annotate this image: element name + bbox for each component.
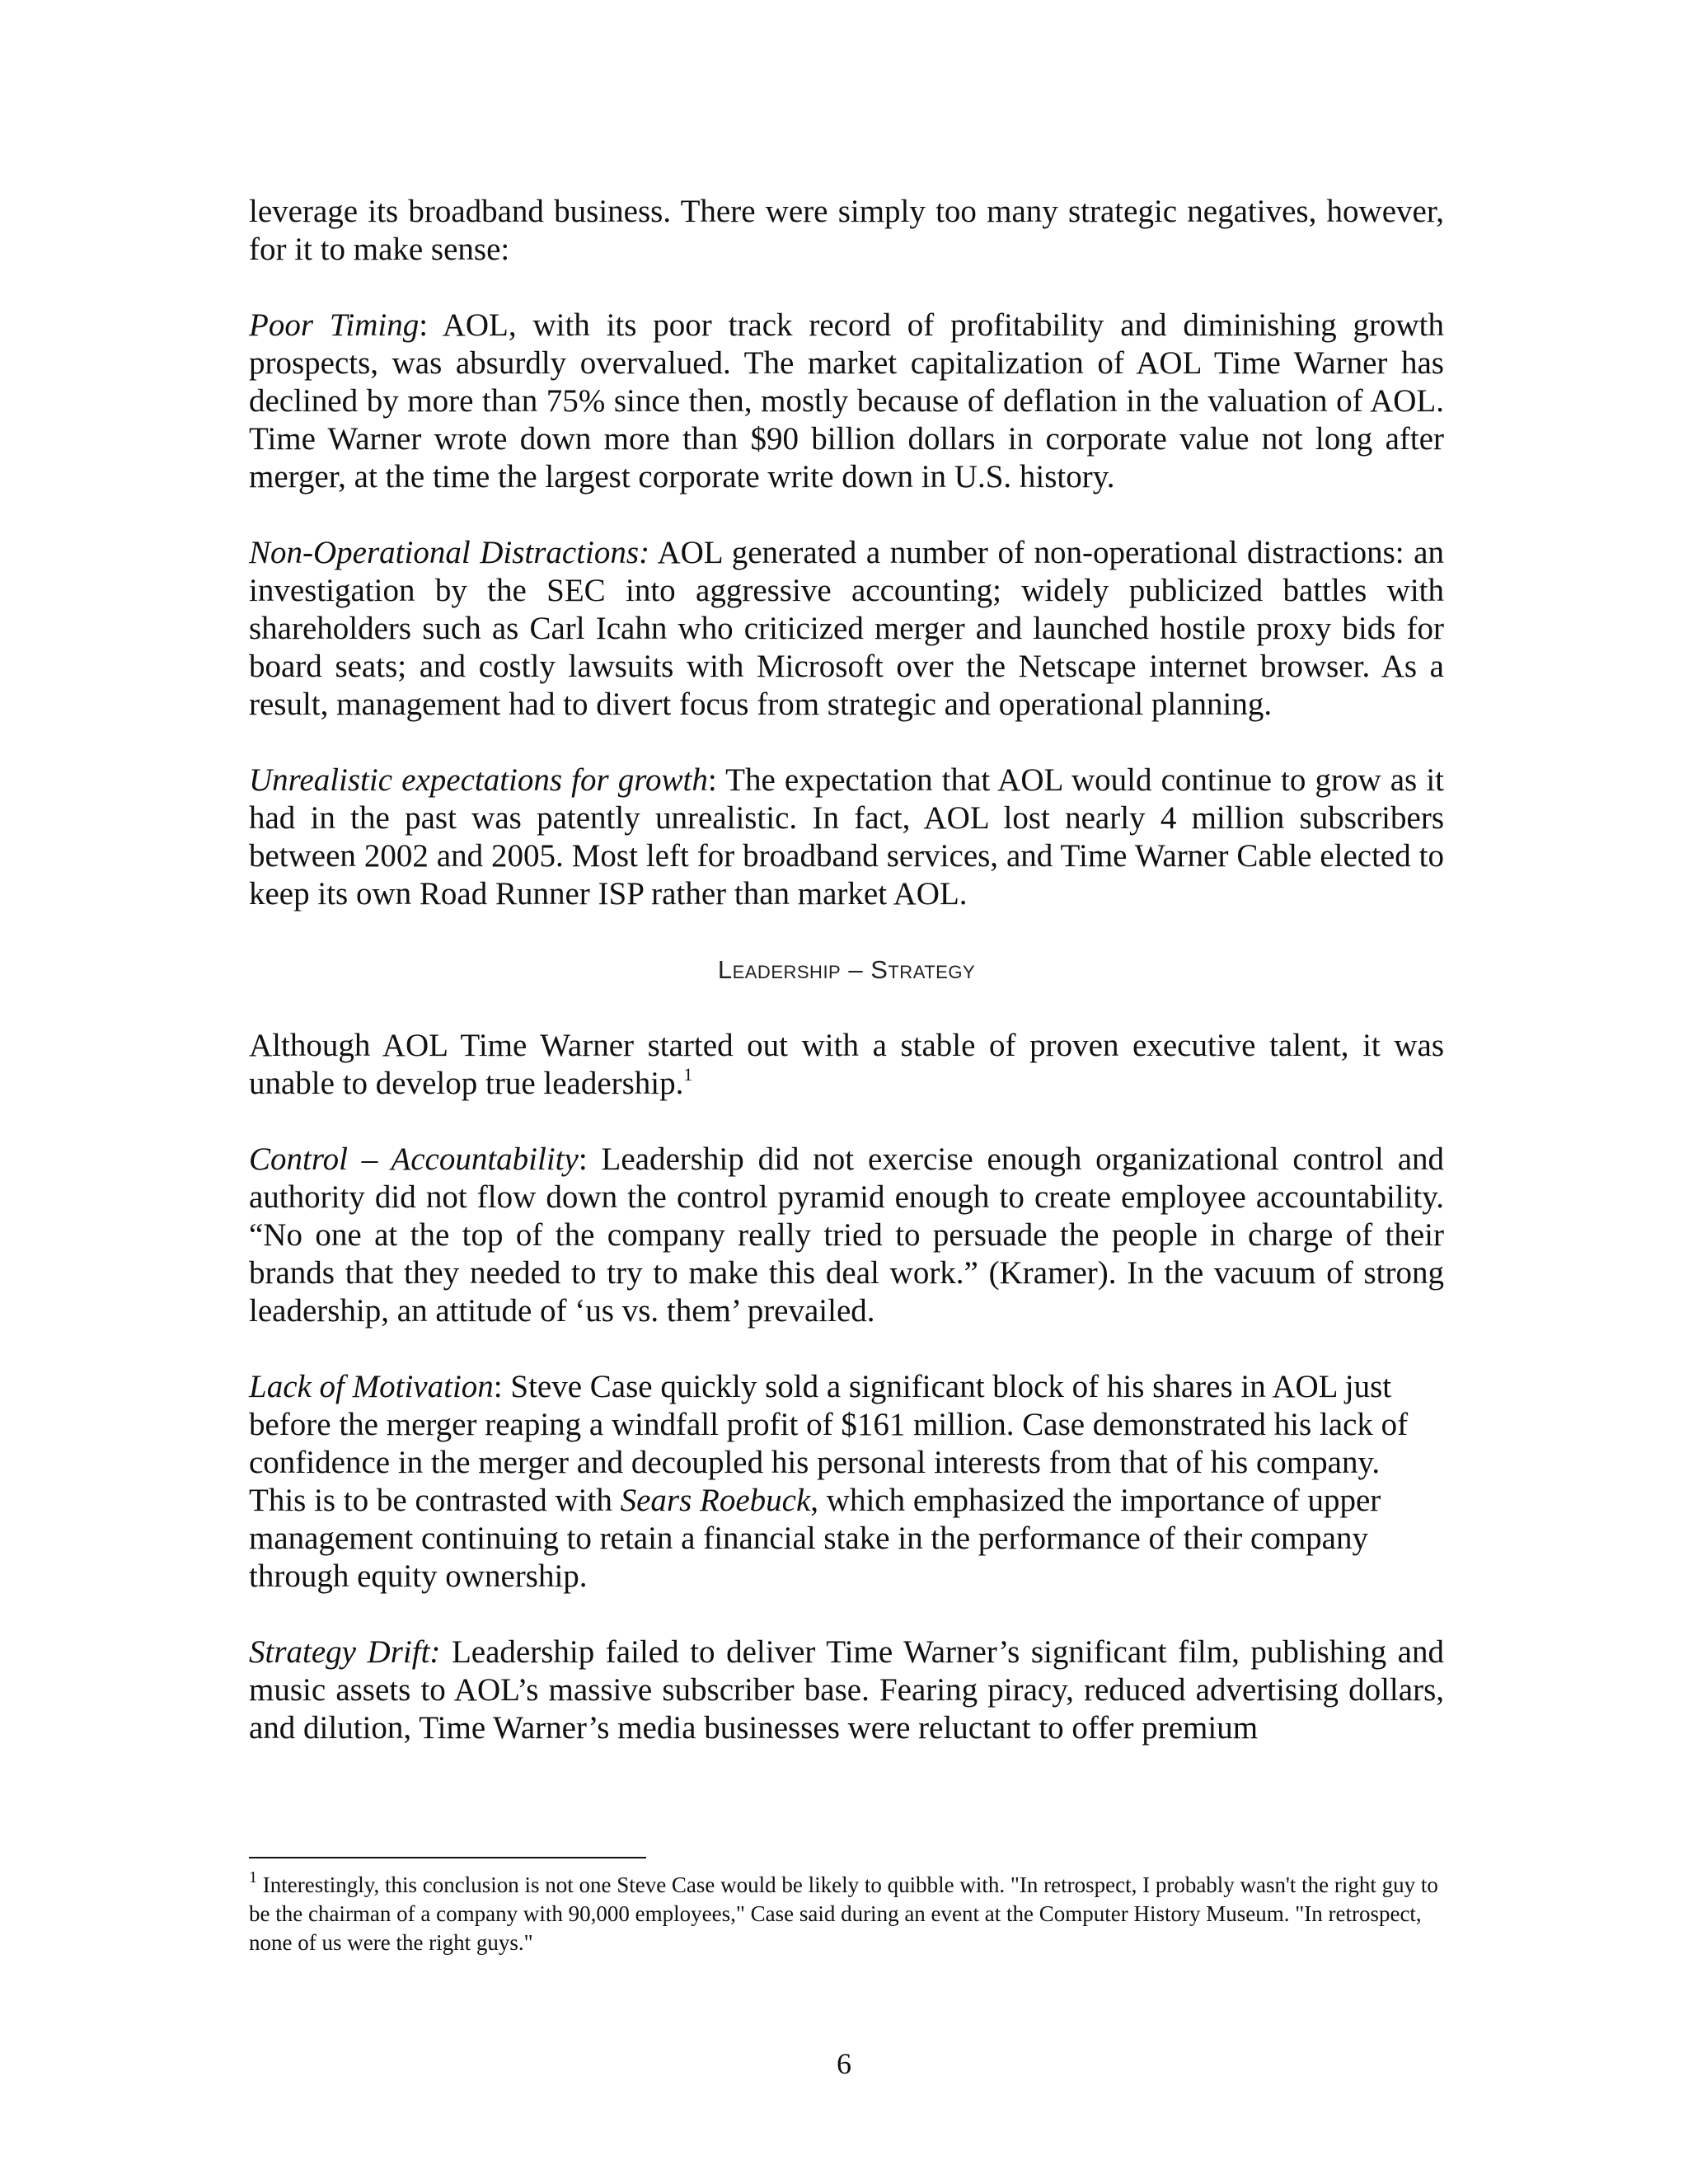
poor-timing-paragraph: Poor Timing: AOL, with its poor track record of profitability and diminishing growth prospects, was absurdly overvalued. The market capitalization of AOL Time Warner has declined by more than 75% since then, mostly because of deflation in the valuation of AOL. Time Warner wrote down more than $90 billion dollars in corporate value not long after merger, at the time the largest corporate write down in U.S. history.: [249, 307, 1444, 494]
drift-paragraph: Strategy Drift: Leadership failed to deliver Time Warner’s significant film, publishing and music assets to AOL’s massive subscriber base. Fearing piracy, reduced advertising dollars, and dilution, Time Warner’s media businesses were reluctant to offer premium: [249, 1634, 1444, 1746]
section-heading: Leadership – Strategy: [717, 955, 976, 984]
control-paragraph: Control – Accountability: Leadership did not exercise enough organizational control and authority did not flow down the control pyramid enough to create employee accountability. “No one at the top of the company really tried to persuade the people in charge of their brands that they needed to try to make this deal work.” (Kramer). In the vacuum of strong leadership, an attitude of ‘us vs. them’ prevailed.: [249, 1141, 1445, 1329]
motivation-paragraph: Lack of Motivation: Steve Case quickly sold a significant block of his shares in AOL just before the merger reaping a windfall profit of $161 million. Case demonstrated his lack of confidence in the merger and decoupled his personal interests from that of his company. This is to be contrasted with Sears Roebuck, which emphasized the importance of upper management continuing to retain a financial stake in the performance of their company through equity ownership.: [249, 1369, 1409, 1594]
distractions-paragraph: Non-Operational Distractions: AOL generated a number of non-operational distractions: an investigation by the SEC into aggressive accounting; widely publicized battles with shareholders such as Carl Icahn who criticized merger and launched hostile proxy bids for board seats; and costly lawsuits with Microsoft over the Netscape internet browser. As a result, management had to divert focus from strategic and operational planning.: [249, 535, 1444, 722]
drift-title: Strategy Drift:: [249, 1634, 441, 1670]
footnote-divider: [249, 1857, 646, 1858]
footnote-number: 1: [249, 1868, 257, 1886]
intro-paragraph: leverage its broadband business. There were simply too many strategic negatives, however, for it to make sense:: [249, 194, 1444, 267]
motivation-title: Lack of Motivation: [249, 1369, 494, 1404]
company-name: Sears Roebuck: [620, 1483, 811, 1518]
control-title: Control – Accountability: [249, 1141, 579, 1177]
growth-title: Unrealistic expectations for growth: [249, 762, 708, 798]
page-number: 6: [837, 2047, 851, 2080]
body-text: [249, 193, 1444, 1747]
distractions-title: Non-Operational Distractions:: [249, 535, 650, 570]
footnote-ref[interactable]: 1: [683, 1064, 693, 1085]
poor-timing-title: Poor Timing: [249, 307, 420, 343]
growth-paragraph: Unrealistic expectations for growth: The expectation that AOL would continue to grow as it had in the past was patently unrealistic. In fact, AOL lost nearly 4 million subscribers between 2002 and 2005. Most left for broadband services, and Time Warner Cable elected to keep its own Road Runner ISP rather than market AOL.: [249, 762, 1444, 912]
footnote: $^1$ Interestingly, this conclusion is not one Steve Case would be likely to quibble with. "In retrospect, I probably wasn't the right guy to be the chairman of a company with 90,000 employees," Case said during an event at the Computer History Museum. "In retrospect, none of us were the right guys.": [249, 1868, 1438, 1955]
leadership-paragraph: Although AOL Time Warner started out with a stable of proven executive talent, it was unable to develop true leadership.$^1$: [249, 1028, 1444, 1101]
